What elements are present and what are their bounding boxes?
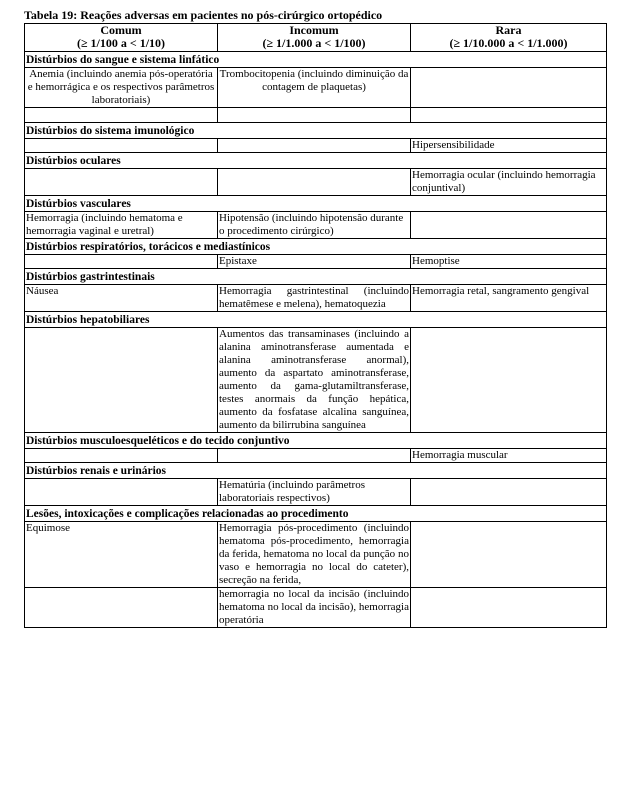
cell-common [25,255,218,269]
section-title: Distúrbios do sangue e sistema linfático [25,52,607,68]
section-title: Distúrbios gastrintestinais [25,269,607,285]
cell-uncommon [218,108,411,123]
section-row [25,312,607,328]
section-title: Distúrbios musculoesqueléticos e do tecido conjuntivo [25,433,607,449]
section-title: Distúrbios vasculares [25,196,607,212]
cell-uncommon [218,449,411,463]
header-uncommon [218,24,411,52]
cell-rare: Hemoptise [411,255,607,269]
cell-rare [411,588,607,628]
cell-common [25,169,218,196]
table-row [25,449,607,463]
section-row [25,196,607,212]
cell-rare [411,522,607,588]
table-row [25,285,607,312]
cell-rare: Hipersensibilidade [411,139,607,153]
cell-common [25,588,218,628]
table-row [25,212,607,239]
table-row [25,328,607,433]
header-range: (≥ 1/100 a < 1/10) [76,36,166,50]
section-row [25,463,607,479]
cell-rare [411,68,607,108]
cell-uncommon: Aumentos das transaminases (incluindo a alanina aminotransferase aumentada e alanina aminotransferase anormal), aumento da aspartato aminotransferase, aumento da gama-glutamiltransferase, testes anormais da função hepática, aumento da fosfatase alcalina sanguínea, aumento da bilirrubina sanguínea [219,328,409,431]
cell-common [25,139,218,153]
section-title: Distúrbios do sistema imunológico [25,123,607,139]
section-title: Distúrbios oculares [25,153,607,169]
cell-uncommon: Hipotensão (incluindo hipotensão durante o procedimento cirúrgico) [218,212,411,239]
cell-uncommon [218,169,411,196]
header-title: Rara [495,23,522,37]
cell-uncommon: Epistaxe [218,255,411,269]
table-row [25,169,607,196]
section-row [25,52,607,68]
cell-uncommon: Hematúria (incluindo parâmetros laboratoriais respectivos) [218,479,411,506]
adverse-reactions-table [24,23,607,628]
table-row [25,108,607,123]
table-row [25,588,607,628]
section-title: Distúrbios hepatobiliares [25,312,607,328]
table-row [25,522,607,588]
cell-rare [411,212,607,239]
header-range: (≥ 1/10.000 a < 1/1.000) [449,36,568,50]
cell-rare [411,108,607,123]
table-caption: Tabela 19: Reações adversas em pacientes no pós-cirúrgico ortopédico [24,8,383,22]
cell-common [25,108,218,123]
table-row [25,479,607,506]
table-row [25,139,607,153]
section-row [25,239,607,255]
table-row [25,68,607,108]
section-row [25,123,607,139]
header-rare [411,24,607,52]
cell-uncommon: Hemorragia pós-procedimento (incluindo hematoma pós-procedimento, hemorragia da ferida, hematoma no local da punção no vaso e hemorragia no local do cateter), secreção na ferida, [219,522,409,586]
section-row [25,153,607,169]
section-title: Distúrbios renais e urinários [25,463,607,479]
header-common [25,24,218,52]
cell-common: Equimose [25,522,218,588]
header-title: Incomum [289,23,339,37]
cell-rare: Hemorragia ocular (incluindo hemorragia conjuntival) [411,169,607,196]
section-title: Lesões, intoxicações e complicações relacionadas ao procedimento [25,506,607,522]
cell-uncommon: hemorragia no local da incisão (incluindo hematoma no local da incisão), hemorragia operatória [219,588,409,626]
cell-rare [411,328,607,433]
table-row [25,255,607,269]
cell-common: Náusea [25,285,218,312]
header-range: (≥ 1/1.000 a < 1/100) [262,36,366,50]
cell-uncommon: Trombocitopenia (incluindo diminuição da contagem de plaquetas) [218,68,411,108]
section-title: Distúrbios respiratórios, torácicos e mediastínicos [25,239,607,255]
cell-rare: Hemorragia muscular [411,449,607,463]
cell-uncommon: Hemorragia gastrintestinal (incluindo hematêmese e melena), hematoquezia [219,285,409,310]
cell-common [25,449,218,463]
cell-uncommon [218,139,411,153]
header-row [25,24,607,52]
section-row [25,506,607,522]
cell-common: Hemorragia (incluindo hematoma e hemorragia vaginal e uretral) [25,212,218,239]
cell-rare: Hemorragia retal, sangramento gengival [411,285,607,312]
cell-common [25,328,218,433]
cell-common: Anemia (incluindo anemia pós-operatória e hemorrágica e os respectivos parâmetros laboratoriais) [25,68,218,108]
cell-rare [411,479,607,506]
cell-common [25,479,218,506]
section-row [25,269,607,285]
section-row [25,433,607,449]
header-title: Comum [100,23,142,37]
